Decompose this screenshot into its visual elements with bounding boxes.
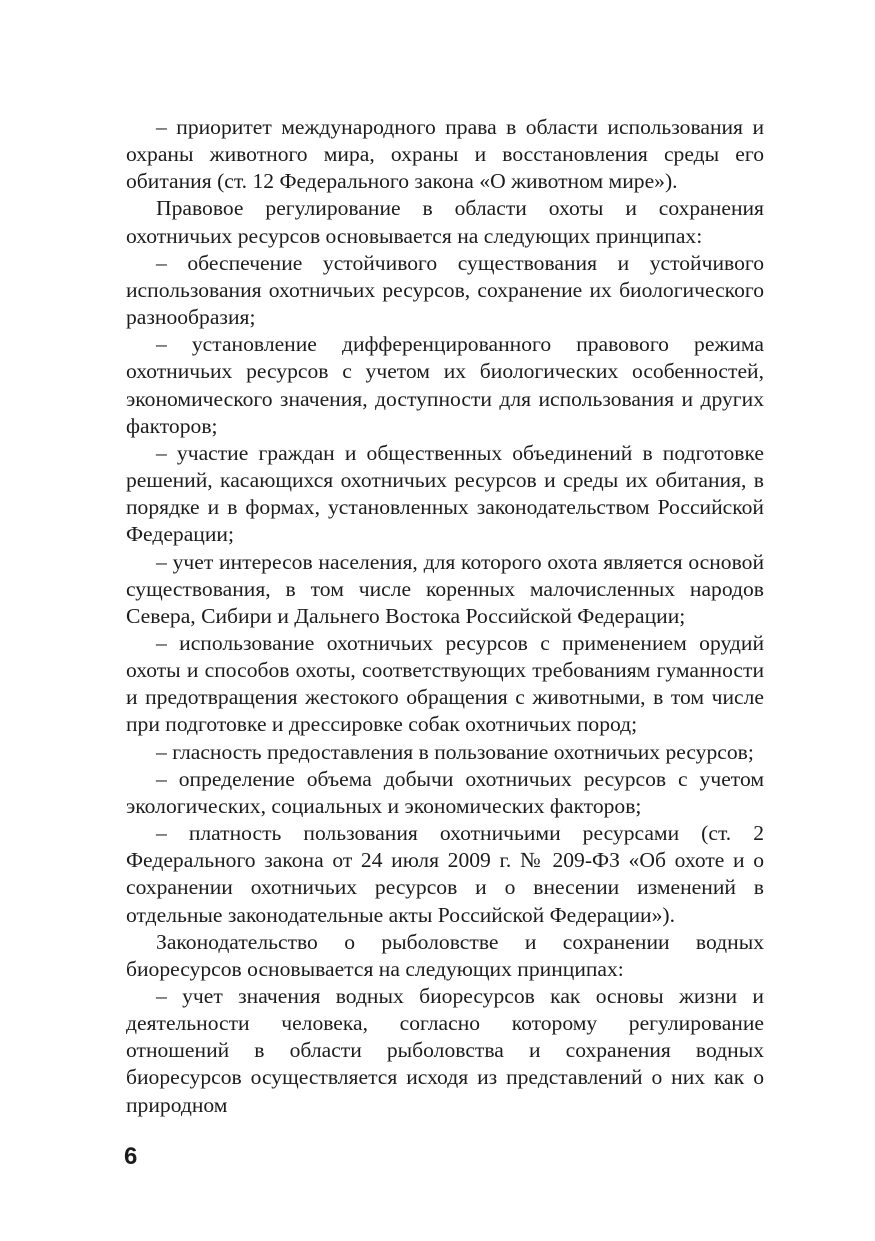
body-text [126, 114, 764, 1119]
paragraph-1: – приоритет международного права в области использования и охраны животного мира, охраны и восстановления среды его обитания (ст. 12 Федерального закона «О животном мире»). [126, 115, 764, 194]
paragraph-11: Законодательство о рыболовстве и сохранении водных биоресурсов основывается на следующих принципах: [126, 929, 764, 981]
paragraph-4: – установление дифференцированного правового режима охотничьих ресурсов с учетом их биологических особенностей, экономического значения, доступности для использования и других факторов; [126, 332, 764, 438]
paragraph-10: – платность пользования охотничьими ресурсами (ст. 2 Федерального закона от 24 июля 2009 г. № 209-ФЗ «Об охоте и о сохранении охотничьих ресурсов и о внесении изменений в отдельные законодательные акты Российской Федерации»). [126, 821, 764, 927]
paragraph-9: – определение объема добычи охотничьих ресурсов с учетом экологических, социальных и экономических факторов; [126, 766, 764, 818]
paragraph-2: Правовое регулирование в области охоты и сохранения охотничьих ресурсов основывается на следующих принципах: [126, 196, 764, 248]
paragraph-6: – учет интересов населения, для которого охота является основой существования, в том числе коренных малочисленных народов Севера, Сибири и Дальнего Востока Российской Федерации; [126, 549, 764, 628]
paragraph-5: – участие граждан и общественных объединений в подготовке решений, касающихся охотничьих ресурсов и среды их обитания, в порядке и в формах, установленных законодательством Российской Федерации; [126, 440, 764, 547]
paragraph-7: – использование охотничьих ресурсов с применением орудий охоты и способов охоты, соответствующих требованиям гуманности и предотвращения жестокого обращения с животными, в том числе при подготовке и дрессировке собак охотничьих пород; [126, 630, 764, 737]
page-number: 6 [124, 1143, 138, 1170]
paragraph-8: – гласность предоставления в пользование охотничьих ресурсов; [156, 739, 754, 764]
paragraph-12: – учет значения водных биоресурсов как основы жизни и деятельности человека, согласно которому регулирование отношений в области рыболовства и сохранения водных биоресурсов осуществляется исходя из представлений о них как о природном [126, 984, 764, 1117]
paragraph-3: – обеспечение устойчивого существования и устойчивого использования охотничьих ресурсов, сохранение их биологического разнообразия; [126, 250, 764, 330]
